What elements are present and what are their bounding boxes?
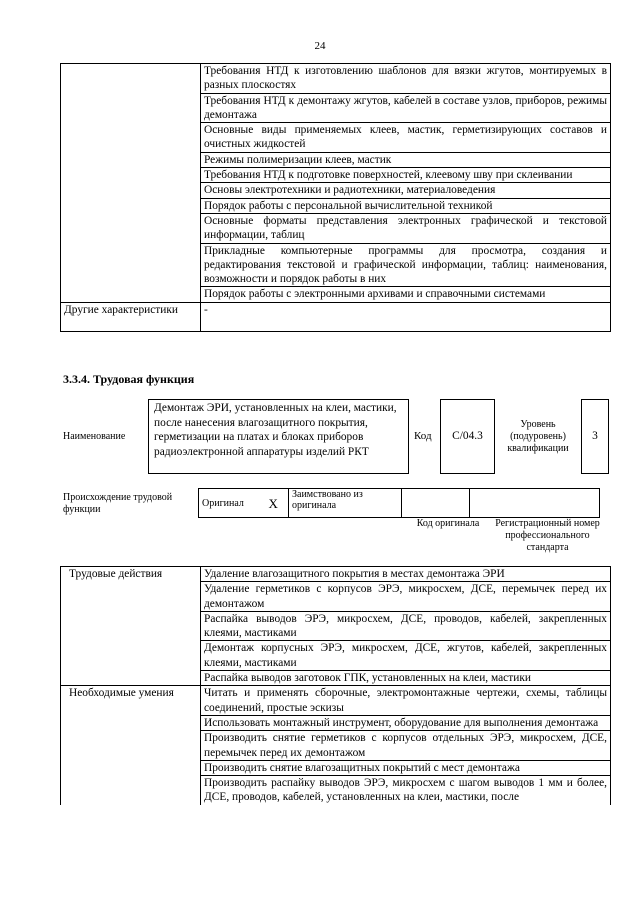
level-box: 3 <box>581 399 609 474</box>
section-title: 3.3.4. Трудовая функция <box>63 372 195 386</box>
other-characteristics-label: Другие характеристики <box>61 302 201 331</box>
requirement-cell: Требования НТД к демонтажу жгутов, кабелей в составе узлов, приборов, режимы демонтажа <box>201 93 611 123</box>
labor-actions-label: Трудовые действия <box>61 567 201 686</box>
skill-cell: Читать и применять сборочные, электромонтажные чертежи, схемы, таблицы соединений, простые эскизы <box>201 686 611 716</box>
table-label-cell <box>61 64 201 303</box>
table-row <box>61 567 611 582</box>
table-row <box>61 686 611 716</box>
requirement-cell: Режимы полимеризации клеев, мастик <box>201 152 611 167</box>
skill-cell: Производить снятие влагозащитных покрытий с мест демонтажа <box>201 760 611 775</box>
knowledge-table <box>60 63 611 332</box>
actions-skills-table-body <box>61 567 611 805</box>
skills-label: Необходимые умения <box>61 686 201 805</box>
borrowed-label: Заимствовано из оригинала <box>289 489 402 518</box>
requirement-cell: Требования НТД к подготовке поверхностей, клеевому шву при склеивании <box>201 168 611 183</box>
name-label: Наименование <box>63 431 126 442</box>
labor-action-cell: Распайка выводов ЭРЭ, микросхем, ДСЕ, проводов, кабелей, закрепленных клеями, мастиками <box>201 611 611 641</box>
original-label: Оригинал <box>199 489 259 518</box>
origin-table-body <box>199 489 600 518</box>
requirement-cell: Основные виды применяемых клеев, мастик, герметизирующих составов и очистных жидкостей <box>201 123 611 153</box>
requirement-cell: Порядок работы с персональной вычислительной техникой <box>201 198 611 213</box>
original-mark: X <box>259 489 289 518</box>
labor-action-cell: Удаление герметиков с корпусов ЭРЭ, микросхем, ДСЕ, перемычек перед их демонтажом <box>201 582 611 612</box>
table-row <box>61 302 611 331</box>
skill-cell: Производить распайку выводов ЭРЭ, микросхем с шагом выводов 1 мм и более, ДСЕ, проводов, кабелей, установленных на клеи, мастики, после <box>201 776 611 805</box>
registration-caption: Регистрационный номер профессионального стандарта <box>495 518 600 553</box>
table-row <box>199 489 600 518</box>
actions-skills-table <box>60 566 611 805</box>
requirement-cell: Прикладные компьютерные программы для просмотра, создания и редактирования текстовой и графической информации, таблиц: наименования, возможности и порядок работы в них <box>201 243 611 287</box>
original-code-cell <box>402 489 470 518</box>
function-name-box: Демонтаж ЭРИ, установленных на клеи, мастики, после нанесения влагозащитного покрытия, герметизации на платах и блоках приборов радиоэлектронной аппаратуры изделий РКТ <box>148 399 409 474</box>
table-row <box>61 64 611 94</box>
origin-label: Происхождение трудовой функции <box>63 492 173 515</box>
labor-action-cell: Распайка выводов заготовок ГПК, установленных на клеи, мастики <box>201 671 611 686</box>
registration-number-cell <box>470 489 600 518</box>
requirement-cell: Основы электротехники и радиотехники, материаловедения <box>201 183 611 198</box>
requirement-cell: Основные форматы представления электронных графической и текстовой информации, таблиц <box>201 213 611 243</box>
knowledge-table-body <box>61 64 611 332</box>
labor-action-cell: Демонтаж корпусных ЭРЭ, микросхем, ДСЕ, жгутов, кабелей, закрепленных клеями, мастиками <box>201 641 611 671</box>
requirement-cell: Порядок работы с электронными архивами и справочными системами <box>201 287 611 302</box>
code-caption: Код оригинала <box>416 518 480 529</box>
function-code-box: C/04.3 <box>440 399 495 474</box>
other-characteristics-value: - <box>201 302 611 331</box>
code-label: Код <box>414 430 432 442</box>
page-number: 24 <box>314 40 326 52</box>
skill-cell: Производить снятие герметиков с корпусов отдельных ЭРЭ, микросхем, ДСЕ, перемычек перед их демонтажом <box>201 731 611 761</box>
level-label: Уровень (подуровень) квалификации <box>507 419 569 454</box>
skill-cell: Использовать монтажный инструмент, оборудование для выполнения демонтажа <box>201 715 611 730</box>
labor-action-cell: Удаление влагозащитного покрытия в местах демонтажа ЭРИ <box>201 567 611 582</box>
requirement-cell: Требования НТД к изготовлению шаблонов для вязки жгутов, монтируемых в разных плоскостях <box>201 64 611 94</box>
origin-table <box>198 488 600 518</box>
